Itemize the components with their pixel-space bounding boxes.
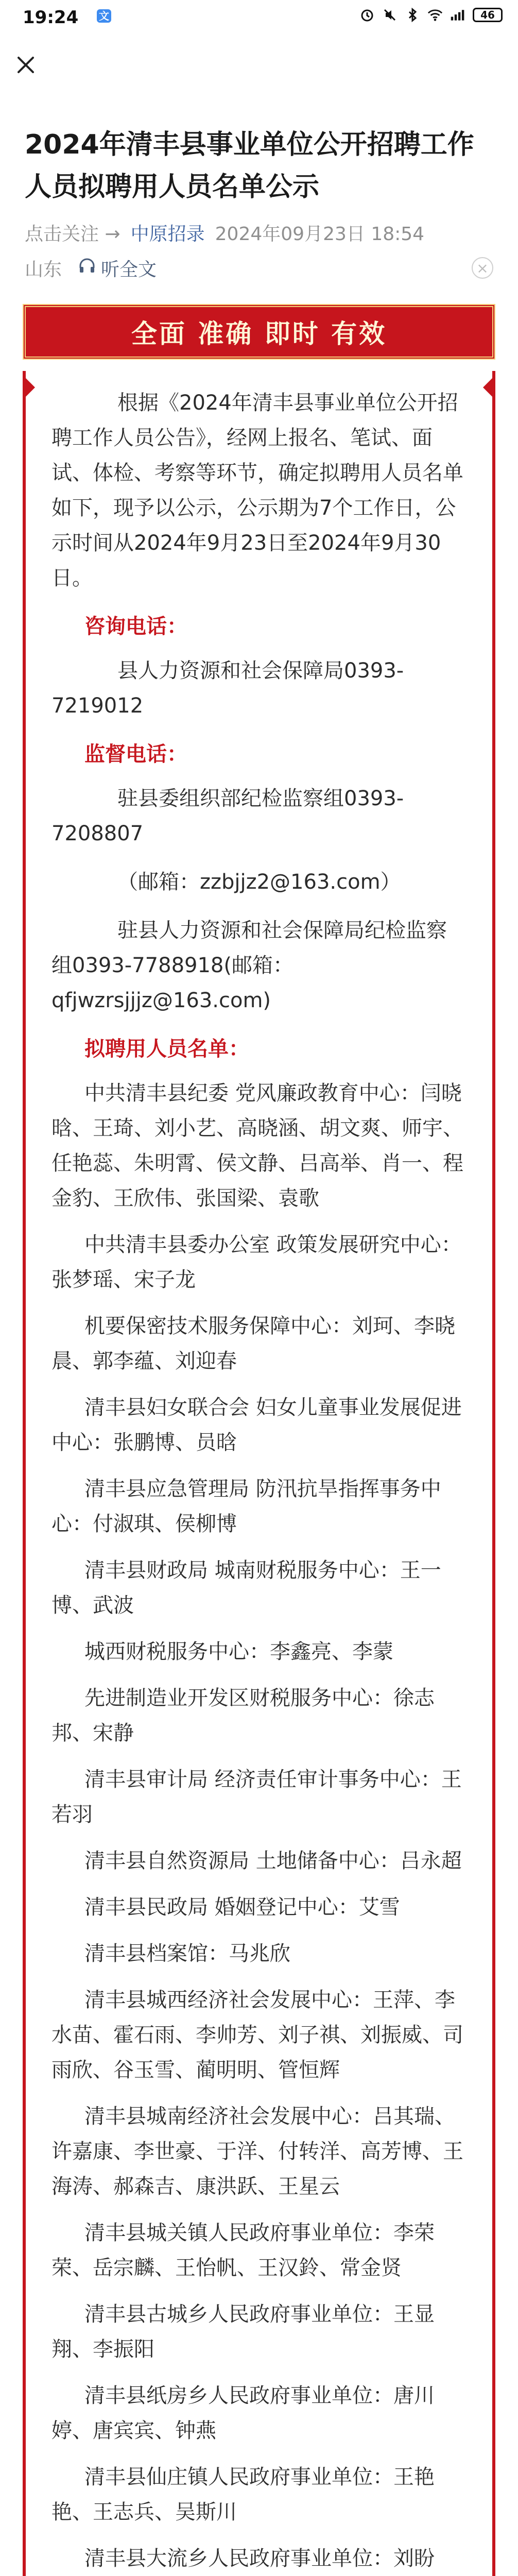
status-bar [0, 0, 518, 31]
list-item: 城西财税服务中心：李鑫亮、李蒙 [84, 1640, 393, 1664]
battery-icon: 46 [473, 8, 503, 22]
list-item: 清丰县城西经济社会发展中心：王萍、李水苗、霍石雨、李帅芳、刘子祺、刘振威、司雨欣、谷玉雪、蔺明明、管恒辉 [51, 1988, 463, 2082]
region-label: 山东 [25, 259, 62, 280]
supervise-text: 驻县委组织部纪检监察组0393-7208807 [51, 787, 404, 845]
list-item: 清丰县城关镇人民政府事业单位：李荣荣、岳宗麟、王怡帆、王汉鈴、常金贤 [51, 2221, 435, 2280]
status-icons [359, 7, 503, 23]
app-notification-icon: 文 [97, 9, 111, 23]
appointee-list [51, 1076, 467, 2576]
hotline-label: 咨询电话： [84, 615, 187, 638]
article-meta [25, 219, 493, 246]
follow-label: 点击关注 [25, 224, 99, 245]
notice-body [23, 371, 495, 2576]
list-item: 清丰县仙庄镇人民政府事业单位：王艳艳、王志兵、吴斯川 [51, 2465, 435, 2524]
wifi-icon [427, 7, 443, 23]
follow-arrow: → [105, 224, 120, 245]
list-item: 清丰县审计局 经济责任审计事务中心：王若羽 [51, 1768, 462, 1826]
nav-bar [0, 41, 518, 88]
list-item: 中共清丰县委办公室 政策发展研究中心：张梦瑶、宋子龙 [51, 1233, 462, 1292]
listen-label: 听全文 [101, 259, 157, 280]
article-meta-secondary [25, 255, 493, 281]
close-icon[interactable] [13, 53, 38, 77]
article-title: 2024年清丰县事业单位公开招聘工作人员拟聘用人员名单公示 [25, 129, 474, 202]
headphones-icon [78, 258, 96, 279]
list-item: 清丰县纸房乡人民政府事业单位：唐川婷、唐宾宾、钟燕 [51, 2384, 435, 2443]
list-item: 清丰县档案馆：马兆欣 [84, 1942, 290, 1965]
list-label: 拟聘用人员名单： [84, 1037, 249, 1061]
source-link[interactable]: 中原招录 [130, 224, 205, 245]
supervise-label: 监督电话： [84, 742, 187, 766]
follow-link[interactable] [25, 219, 120, 246]
publish-date: 2024年09月23日 18:54 [215, 224, 425, 245]
supervise-text-2: 驻县人力资源和社会保障局纪检监察组0393-7788918(邮箱：qfjwzrsjjjz@163.com) [51, 919, 447, 1012]
list-item: 清丰县古城乡人民政府事业单位：王显翔、李振阳 [51, 2302, 435, 2361]
list-item: 先进制造业开发区财税服务中心：徐志邦、宋静 [51, 1686, 435, 1745]
list-item: 清丰县大流乡人民政府事业单位：刘盼 [84, 2547, 435, 2570]
alarm-icon [359, 7, 375, 23]
slogan-banner: 全面 准确 即时 有效 [23, 304, 495, 360]
intro-paragraph: 根据《2024年清丰县事业单位公开招聘工作人员公告》，经网上报名、笔试、面试、体检、考察等环节，确定拟聘用人员名单如下，现予以公示，公示期为7个工作日，公示时间从2024年9月23日至2024年9月30日。 [51, 391, 463, 590]
listen-button[interactable] [78, 255, 157, 281]
bluetooth-icon [405, 7, 420, 23]
signal-icon [450, 7, 465, 23]
article [0, 124, 518, 2576]
list-item: 清丰县自然资源局 土地储备中心：吕永超 [84, 1849, 462, 1873]
list-item: 清丰县民政局 婚姻登记中心：艾雪 [84, 1895, 400, 1919]
supervise-email: （邮箱：zzbjjz2@163.com） [117, 870, 401, 894]
mute-icon [382, 7, 398, 23]
status-time: 19:24 [23, 7, 79, 28]
list-item: 清丰县城南经济社会发展中心：吕其瑞、许嘉康、李世豪、于洋、付转洋、高芳博、王海涛、郝森吉、康洪跃、王星云 [51, 2105, 463, 2198]
dismiss-icon[interactable]: × [472, 257, 493, 279]
list-item: 清丰县应急管理局 防汛抗旱指挥事务中心：付淑琪、侯柳博 [51, 1477, 441, 1536]
list-item: 中共清丰县纪委 党风廉政教育中心：闫晓晗、王琦、刘小艺、高晓涵、胡文爽、师宇、任艳蕊、朱明霄、侯文静、吕高举、肖一、程金豹、王欣伟、张国梁、袁歌 [51, 1081, 463, 1210]
list-item: 机要保密技术服务保障中心：刘珂、李晓晨、郭李蕴、刘迎春 [51, 1314, 455, 1373]
hotline-text: 县人力资源和社会保障局0393-7219012 [51, 659, 404, 718]
list-item: 清丰县财政局 城南财税服务中心：王一博、武波 [51, 1558, 441, 1617]
list-item: 清丰县妇女联合会 妇女儿童事业发展促进中心：张鹏博、员晗 [51, 1396, 462, 1454]
